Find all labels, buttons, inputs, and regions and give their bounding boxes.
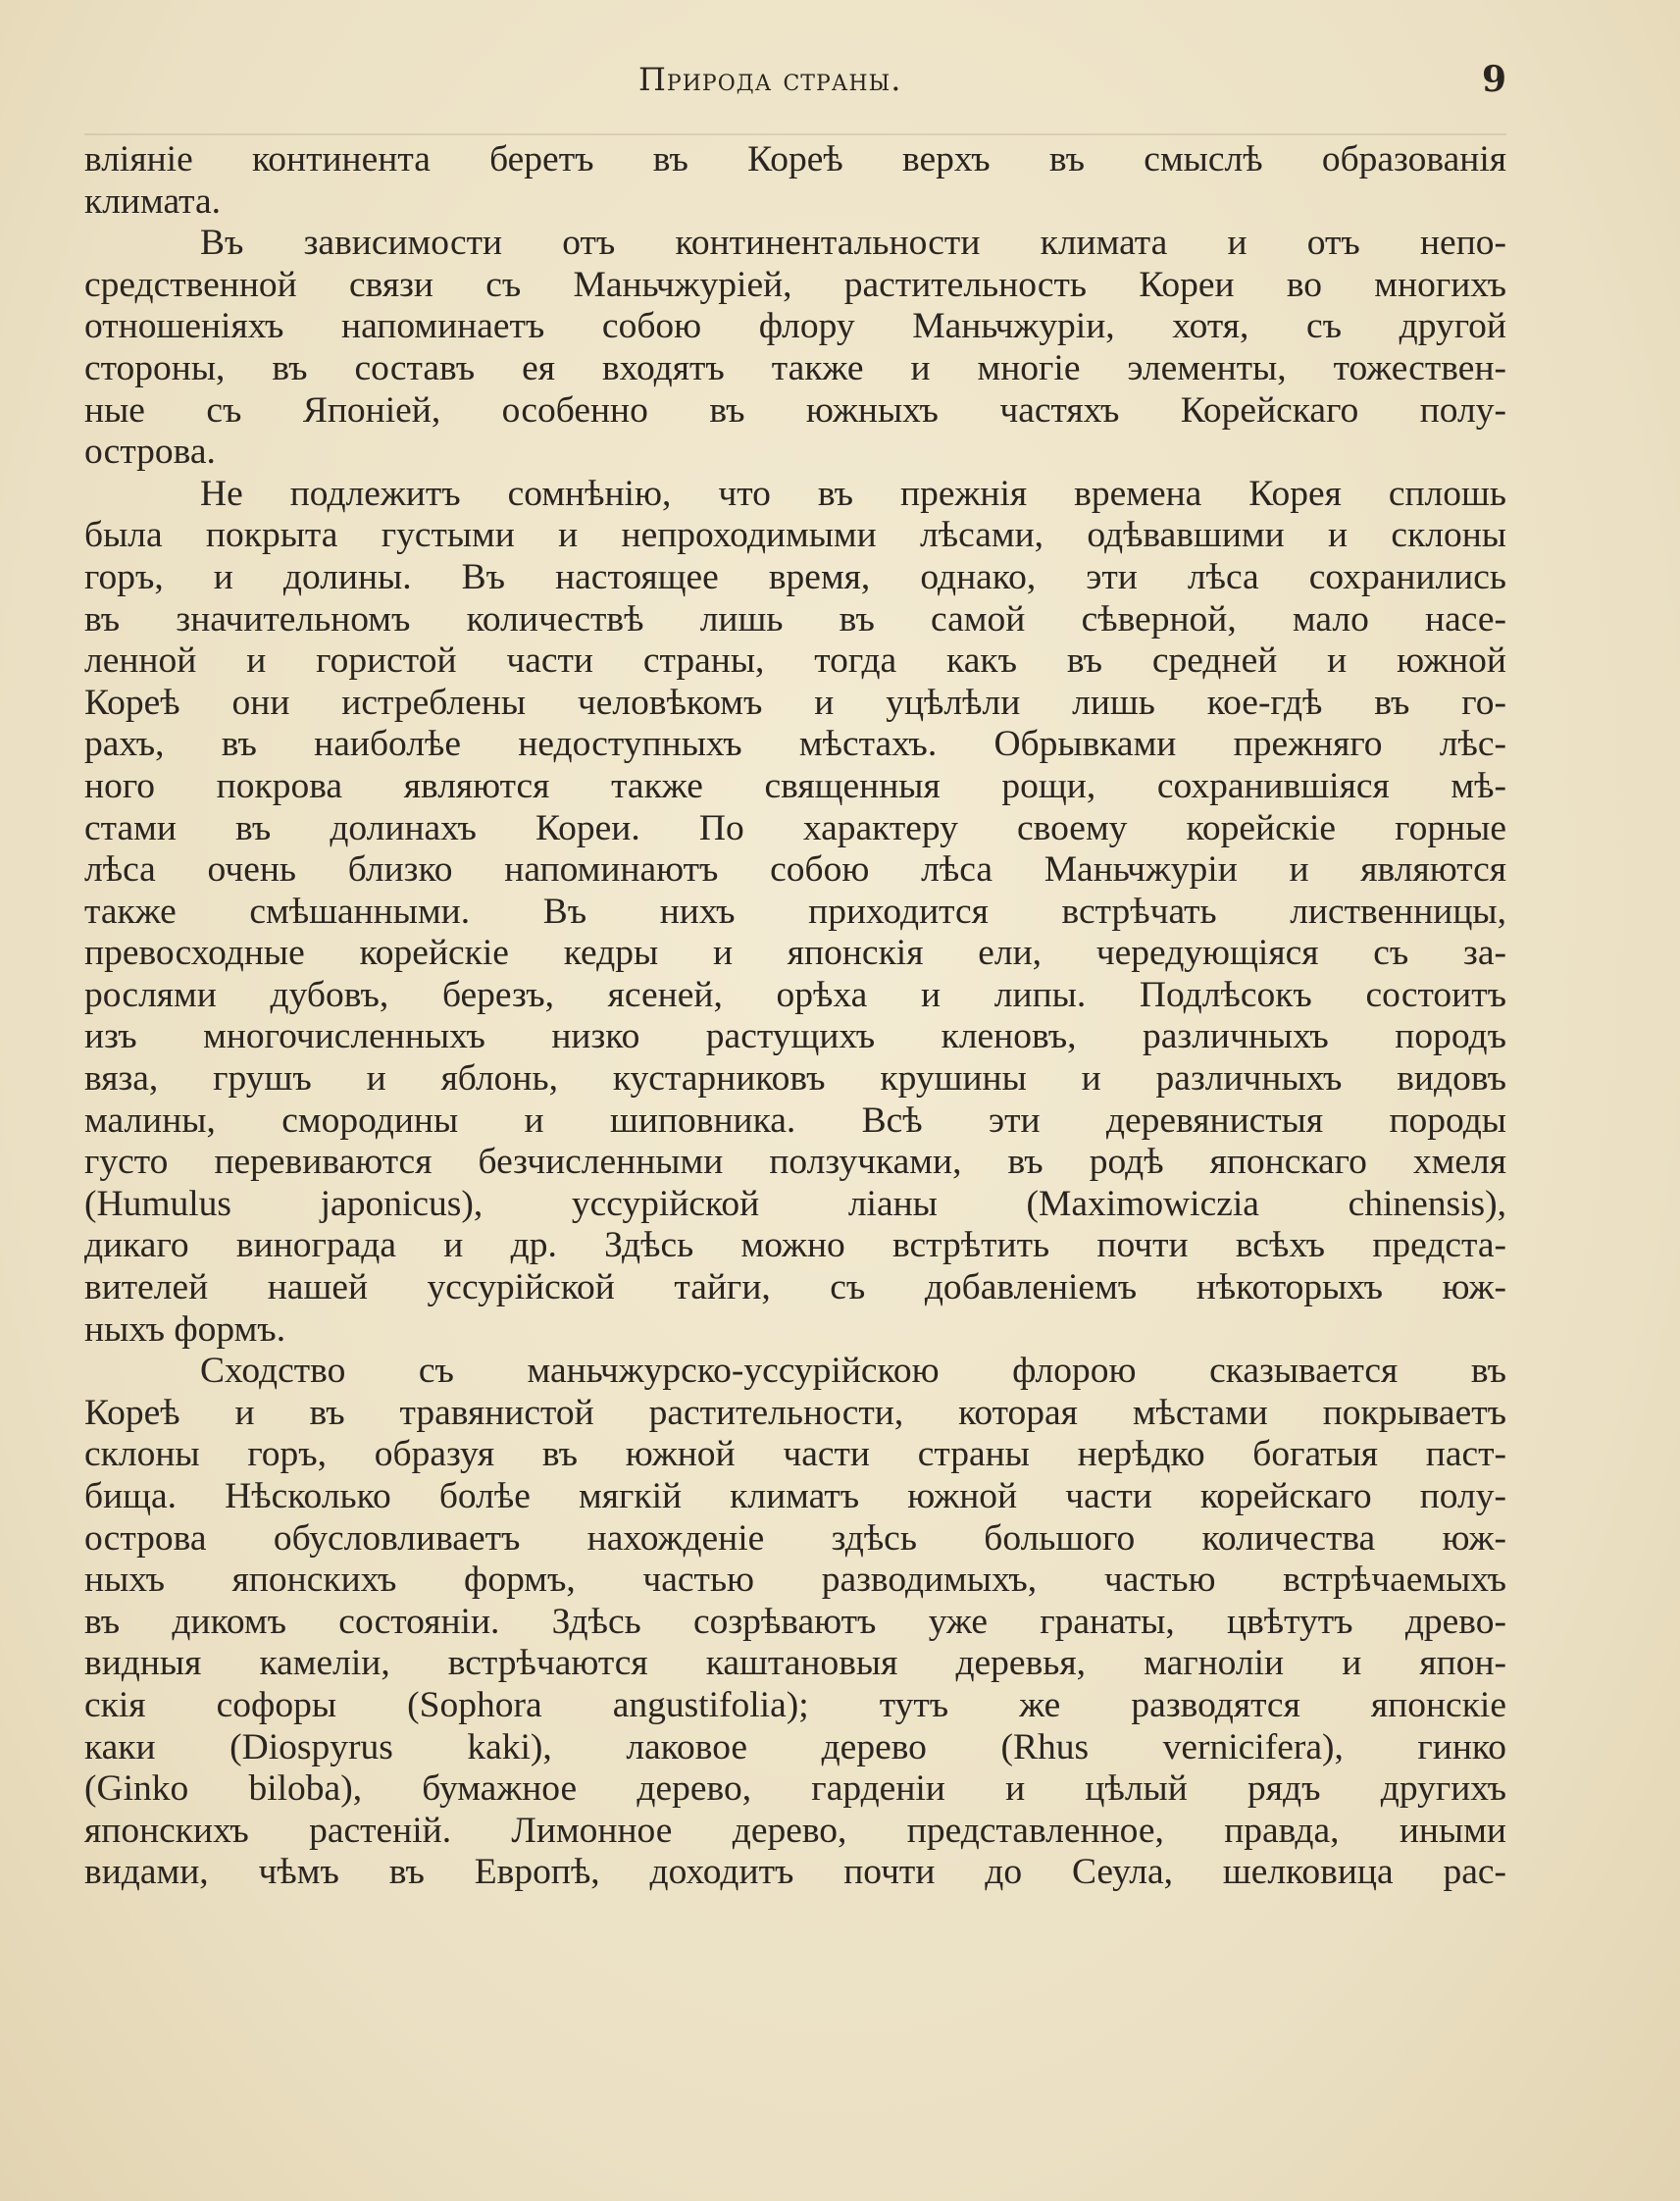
page-number: 9 xyxy=(1481,59,1506,100)
text-line: (Humulus japonicus), уссурійской ліаны (Maximowiczia chinensis), xyxy=(84,1183,1506,1224)
paragraph-first-line: Въ зависимости отъ континентальности климата и отъ непо- xyxy=(200,223,1506,264)
running-title: Природа страны. xyxy=(638,61,902,98)
text-line: видныя камеліи, встрѣчаются каштановыя деревья, магноліи и япон- xyxy=(84,1643,1506,1684)
text-line: лѣса очень близко напоминаютъ собою лѣса Маньчжуріи и являются xyxy=(84,849,1506,891)
body-text xyxy=(84,139,1506,1894)
text-line: видами, чѣмъ въ Европѣ, доходитъ почти до Сеула, шелковица рас- xyxy=(84,1852,1506,1893)
text-line: острова. xyxy=(84,432,216,473)
text-line: климата. xyxy=(84,180,222,222)
text-line: отношеніяхъ напоминаетъ собою флору Маньчжуріи, хотя, съ другой xyxy=(84,306,1506,347)
paragraph-first-line: Не подлежитъ сомнѣнію, что въ прежнія времена Корея сплошь xyxy=(200,473,1506,514)
text-line: малины, смородины и шиповника. Всѣ эти деревянистыя породы xyxy=(84,1100,1506,1141)
text-line: стороны, въ составъ ея входятъ также и многіе элементы, тожествен- xyxy=(84,347,1506,388)
text-line: острова обусловливаетъ нахожденіе здѣсь большого количества юж- xyxy=(84,1517,1506,1559)
text-line: густо перевиваются безчисленными ползучками, въ родѣ японскаго хмеля xyxy=(84,1142,1506,1183)
text-line: Кореѣ они истреблены человѣкомъ и уцѣлѣли лишь кое-гдѣ въ го- xyxy=(84,682,1506,723)
header-rule xyxy=(84,133,1506,135)
text-line: средственной связи съ Маньчжуріей, растительность Кореи во многихъ xyxy=(84,264,1506,305)
text-line: изъ многочисленныхъ низко растущихъ кленовъ, различныхъ породъ xyxy=(84,1016,1506,1057)
text-line: каки (Diospyrus kaki), лаковое дерево (Rhus vernicifera), гинко xyxy=(84,1726,1506,1767)
text-line: ныхъ формъ. xyxy=(84,1308,286,1350)
text-line: дикаго винограда и др. Здѣсь можно встрѣтить почти всѣхъ предста- xyxy=(84,1225,1506,1266)
text-line: ные съ Японіей, особенно въ южныхъ частяхъ Корейскаго полу- xyxy=(84,389,1506,431)
text-line: была покрыта густыми и непроходимыми лѣсами, одѣвавшими и склоны xyxy=(84,515,1506,556)
text-line: ленной и гористой части страны, тогда какъ въ средней и южной xyxy=(84,640,1506,682)
text-line: также смѣшанными. Въ нихъ приходится встрѣчать лиственницы, xyxy=(84,891,1506,932)
text-line: рахъ, въ наиболѣе недоступныхъ мѣстахъ. Обрывками прежняго лѣс- xyxy=(84,724,1506,765)
page-header xyxy=(84,61,1506,110)
text-line: бища. Нѣсколько болѣе мягкій климатъ южной части корейскаго полу- xyxy=(84,1476,1506,1516)
text-line: въ дикомъ состояніи. Здѣсь созрѣваютъ уже гранаты, цвѣтутъ древо- xyxy=(84,1601,1506,1642)
text-line: вяза, грушъ и яблонь, кустарниковъ крушины и различныхъ видовъ xyxy=(84,1058,1506,1100)
text-line: ныхъ японскихъ формъ, частью разводимыхъ, частью встрѣчаемыхъ xyxy=(84,1560,1506,1601)
text-line: вителей нашей уссурійской тайги, съ добавленіемъ нѣкоторыхъ юж- xyxy=(84,1267,1506,1308)
text-line: въ значительномъ количествѣ лишь въ самой сѣверной, мало насе- xyxy=(84,598,1506,640)
text-line: японскихъ растеній. Лимонное дерево, представленное, правда, иными xyxy=(84,1810,1506,1851)
text-line: Кореѣ и въ травянистой растительности, которая мѣстами покрываетъ xyxy=(84,1392,1506,1433)
text-line: стами въ долинахъ Кореи. По характеру своему корейскіе горные xyxy=(84,807,1506,848)
paragraph-first-line: Сходство съ маньчжурско-уссурійскою флорою сказывается въ xyxy=(200,1351,1506,1392)
text-line: рослями дубовъ, березъ, ясеней, орѣха и липы. Подлѣсокъ состоитъ xyxy=(84,974,1506,1015)
text-line: ного покрова являются также священныя рощи, сохранившіяся мѣ- xyxy=(84,765,1506,806)
text-line: склоны горъ, образуя въ южной части страны нерѣдко богатыя паст- xyxy=(84,1434,1506,1475)
text-line: превосходные корейскіе кедры и японскія ели, чередующіяся съ за- xyxy=(84,933,1506,974)
text-line: скія софоры (Sophora angustifolia); тутъ же разводятся японскіе xyxy=(84,1684,1506,1725)
text-line: (Ginko biloba), бумажное дерево, гарденіи и цѣлый рядъ другихъ xyxy=(84,1768,1506,1810)
text-line: вліяніе континента беретъ въ Кореѣ верхъ въ смыслѣ образованія xyxy=(84,139,1506,179)
text-line: горъ, и долины. Въ настоящее время, однако, эти лѣса сохранились xyxy=(84,556,1506,597)
